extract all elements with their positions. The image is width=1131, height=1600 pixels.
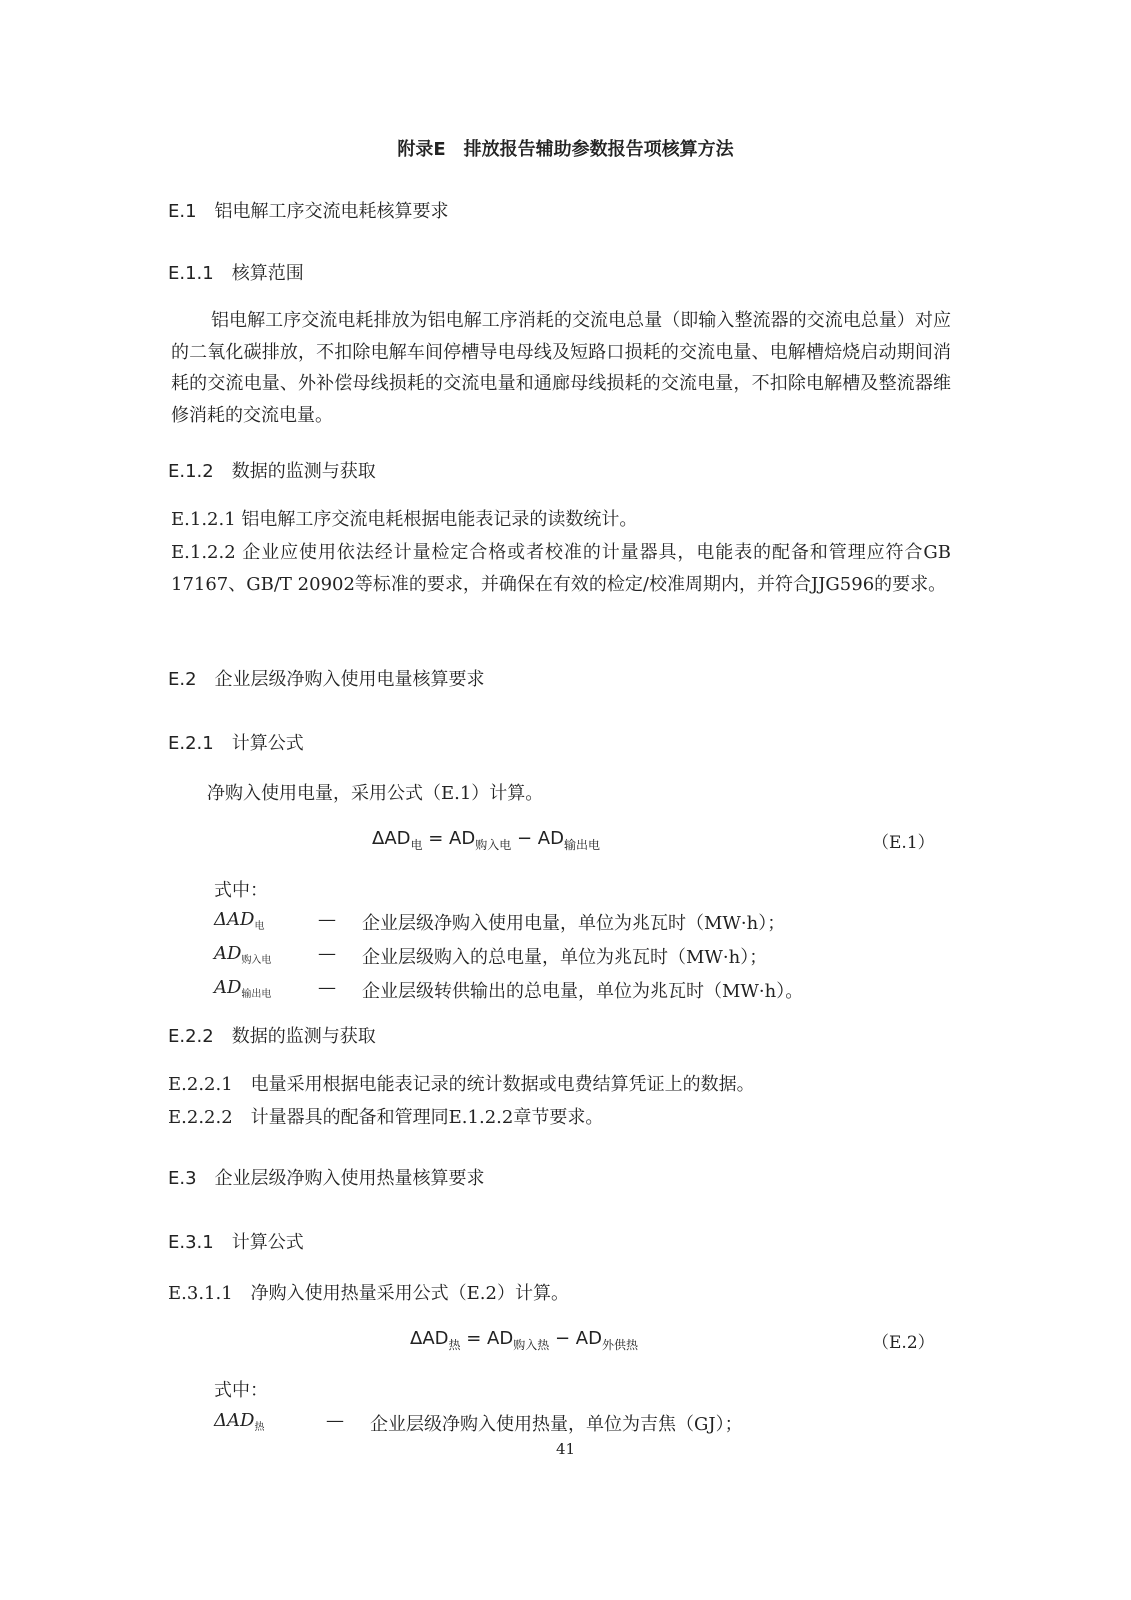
var-ad-output-elec-desc: 企业层级转供输出的总电量，单位为兆瓦时（MW·h）。 bbox=[362, 981, 804, 1002]
section-e21-heading: E.2.1 计算公式 bbox=[168, 733, 304, 754]
formula-e1-term1-sub: 购入电 bbox=[475, 838, 512, 852]
section-e11-heading: E.1.1 核算范围 bbox=[168, 263, 304, 284]
formula-e2-term1: AD bbox=[487, 1328, 514, 1349]
formula-e2-number: （E.2） bbox=[872, 1333, 935, 1353]
formula-e1-number: （E.1） bbox=[872, 833, 935, 853]
formula-e1-lhs: ΔAD bbox=[372, 828, 411, 849]
var-ad-purchased-elec-dash: — bbox=[318, 943, 336, 964]
where-label-e2: 式中： bbox=[214, 1380, 268, 1401]
section-e3-heading: E.3 企业层级净购入使用热量核算要求 bbox=[168, 1168, 485, 1189]
formula-e2 bbox=[410, 1328, 638, 1353]
var-delta-ad-heat-symbol: $\Delta AD_热$ bbox=[214, 1410, 265, 1433]
var-ad-output-elec-dash: — bbox=[318, 977, 336, 998]
var-delta-ad-elec-desc: 企业层级净购入使用电量，单位为兆瓦时（MW·h）； bbox=[362, 913, 786, 934]
clause-e121: E.1.2.1 铝电解工序交流电耗根据电能表记录的读数统计。 bbox=[171, 509, 638, 530]
formula-e1-term2: AD bbox=[537, 828, 564, 849]
var-delta-ad-elec-dash: — bbox=[318, 909, 336, 930]
appendix-title: 附录E 排放报告辅助参数报告项核算方法 bbox=[397, 139, 734, 160]
var-ad-purchased-elec-desc: 企业层级购入的总电量，单位为兆瓦时（MW·h）； bbox=[362, 947, 768, 968]
section-e12-heading: E.1.2 数据的监测与获取 bbox=[168, 461, 376, 482]
formula-e1-term2-sub: 输出电 bbox=[563, 838, 600, 852]
formula-e2-term1-sub: 购入热 bbox=[513, 1338, 550, 1352]
clause-e311: E.3.1.1 净购入使用热量采用公式（E.2）计算。 bbox=[168, 1283, 569, 1304]
formula-e2-lhs: ΔAD bbox=[410, 1328, 449, 1349]
formula-e2-term2: AD bbox=[575, 1328, 602, 1349]
where-label-e1: 式中： bbox=[214, 880, 268, 901]
section-e1-heading: E.1 铝电解工序交流电耗核算要求 bbox=[168, 201, 449, 222]
section-e2-heading: E.2 企业层级净购入使用电量核算要求 bbox=[168, 669, 485, 690]
formula-e1-equals: = bbox=[422, 828, 450, 849]
clause-e122: E.1.2.2 企业应使用依法经计量检定合格或者校准的计量器具，电能表的配备和管理应符合GB 17167、GB/T 20902等标准的要求，并确保在有效的检定/校准周期内，并符合JJG596的要求。 bbox=[171, 542, 951, 595]
section-e31-heading: E.3.1 计算公式 bbox=[168, 1232, 304, 1253]
formula-e1-minus: − bbox=[511, 828, 538, 849]
section-e11-paragraph: 铝电解工序交流电耗排放为铝电解工序消耗的交流电总量（即输入整流器的交流电总量）对应的二氧化碳排放，不扣除电解车间停槽导电母线及短路口损耗的交流电量、电解槽焙烧启动期间消耗的交流电量、外补偿母线损耗的交流电量和通廊母线损耗的交流电量，不扣除电解槽及整流器维修消耗的交流电量。 bbox=[171, 310, 951, 426]
var-ad-purchased-elec-symbol: $AD_{购入电}$ bbox=[214, 943, 272, 966]
clause-e222: E.2.2.2 计量器具的配备和管理同E.1.2.2章节要求。 bbox=[168, 1107, 604, 1128]
formula-e2-term2-sub: 外供热 bbox=[601, 1338, 638, 1352]
var-delta-ad-heat-dash: — bbox=[326, 1410, 344, 1431]
formula-e2-equals: = bbox=[460, 1328, 488, 1349]
clause-e221: E.2.2.1 电量采用根据电能表记录的统计数据或电费结算凭证上的数据。 bbox=[168, 1074, 755, 1095]
page-number: 41 bbox=[555, 1440, 576, 1458]
formula-e1-term1: AD bbox=[449, 828, 476, 849]
formula-intro-e1: 净购入使用电量，采用公式（E.1）计算。 bbox=[207, 783, 544, 804]
formula-e1-lhs-sub: 电 bbox=[410, 838, 423, 852]
formula-e1 bbox=[372, 828, 600, 853]
section-e22-heading: E.2.2 数据的监测与获取 bbox=[168, 1026, 376, 1047]
var-delta-ad-elec-symbol: $\Delta AD_电$ bbox=[214, 909, 265, 932]
formula-e2-minus: − bbox=[549, 1328, 576, 1349]
formula-e2-lhs-sub: 热 bbox=[448, 1338, 461, 1352]
var-delta-ad-heat-desc: 企业层级净购入使用热量，单位为吉焦（GJ）； bbox=[370, 1414, 743, 1435]
var-ad-output-elec-symbol: $AD_{输出电}$ bbox=[214, 977, 272, 1000]
